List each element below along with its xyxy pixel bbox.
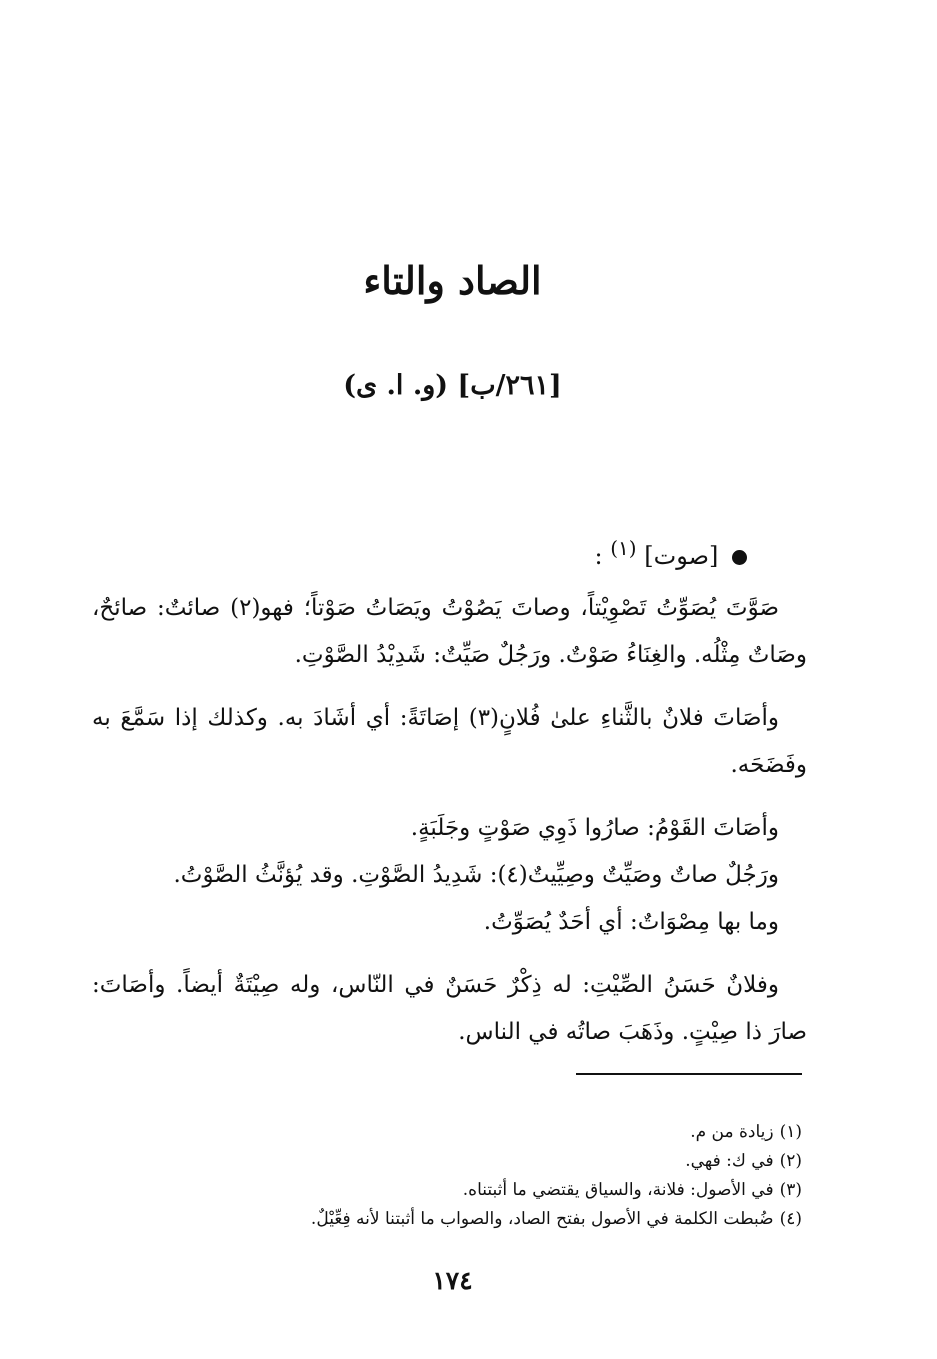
footnote-number: (١) — [779, 1122, 802, 1142]
footnote-text: في الأصول: فلانة، والسياق يقتضي ما أثبتناه. — [462, 1180, 774, 1200]
paragraph: ورَجُلٌ صاتٌ وصَيِّتٌ وصِيِّيتٌ(٤): شَدِيدُ الصَّوْتِ. وقد يُؤنَّثُ الصَّوْتُ. — [173, 862, 779, 888]
entry-heading — [595, 536, 748, 570]
entry-body — [92, 585, 807, 1056]
footnote-text: ضُبطت الكلمة في الأصول بفتح الصاد، والصواب ما أثبتنا لأنه فِعِّيْلٌ. — [310, 1209, 774, 1229]
paragraph: وأصَاتَ القَوْمُ: صارُوا ذَوِي صَوْتٍ وجَلَبَةٍ. — [410, 815, 779, 841]
bullet-icon — [732, 550, 747, 565]
footnote-text: في ك: فهي. — [685, 1151, 774, 1171]
footnote — [102, 1147, 802, 1176]
page-number: ١٧٤ — [432, 1266, 473, 1295]
paragraph: وفلانٌ حَسَنُ الصِّيْتِ: له ذِكْرٌ حَسَنٌ في النّاس، وله صِيْتَةٌ أيضاً. وأصَاتَ: صارَ ذا صِيْتٍ. وذَهَبَ صاتُه في الناس. — [92, 972, 807, 1045]
entry-colon: : — [594, 542, 603, 570]
footnote — [102, 1176, 802, 1205]
footnote-number: (٣) — [779, 1180, 802, 1200]
footnotes — [102, 1118, 802, 1234]
paragraph: وأصَاتَ فلانٌ بالثَّناءِ علىٰ فُلانٍ(٣) إصَاتَةً: أي أشَادَ به. وكذلك إذا سَمَّعَ به وفَضَحَه. — [92, 705, 807, 778]
footnote-number: (٤) — [779, 1209, 802, 1229]
paragraph: صَوَّتَ يُصَوِّتُ تَصْوِيْتاً، وصاتَ يَصُوْتُ ويَصَاتُ صَوْتاً؛ فهو(٢) صائتٌ: صائحٌ، وصَاتٌ مِثْلُه. والغِنَاءُ صَوْتٌ. ورَجُلٌ صَيِّتٌ: شَدِيْدُ الصَّوْتِ. — [92, 595, 807, 668]
footnote — [102, 1205, 802, 1234]
entry-headword: [صوت] — [644, 542, 719, 570]
chapter-title: الصاد والتاء — [363, 258, 542, 303]
footnote-separator — [576, 1073, 802, 1075]
manuscript-reference: [٢٦١/ب] (و. ا. ى) — [343, 370, 562, 401]
footnote — [102, 1118, 802, 1147]
entry-note-mark: (١) — [610, 536, 637, 560]
footnote-number: (٢) — [779, 1151, 802, 1171]
paragraph: وما بها مِصْوَاتٌ: أي أحَدٌ يُصَوِّتُ. — [483, 909, 779, 935]
footnote-text: زيادة من م. — [690, 1122, 774, 1142]
